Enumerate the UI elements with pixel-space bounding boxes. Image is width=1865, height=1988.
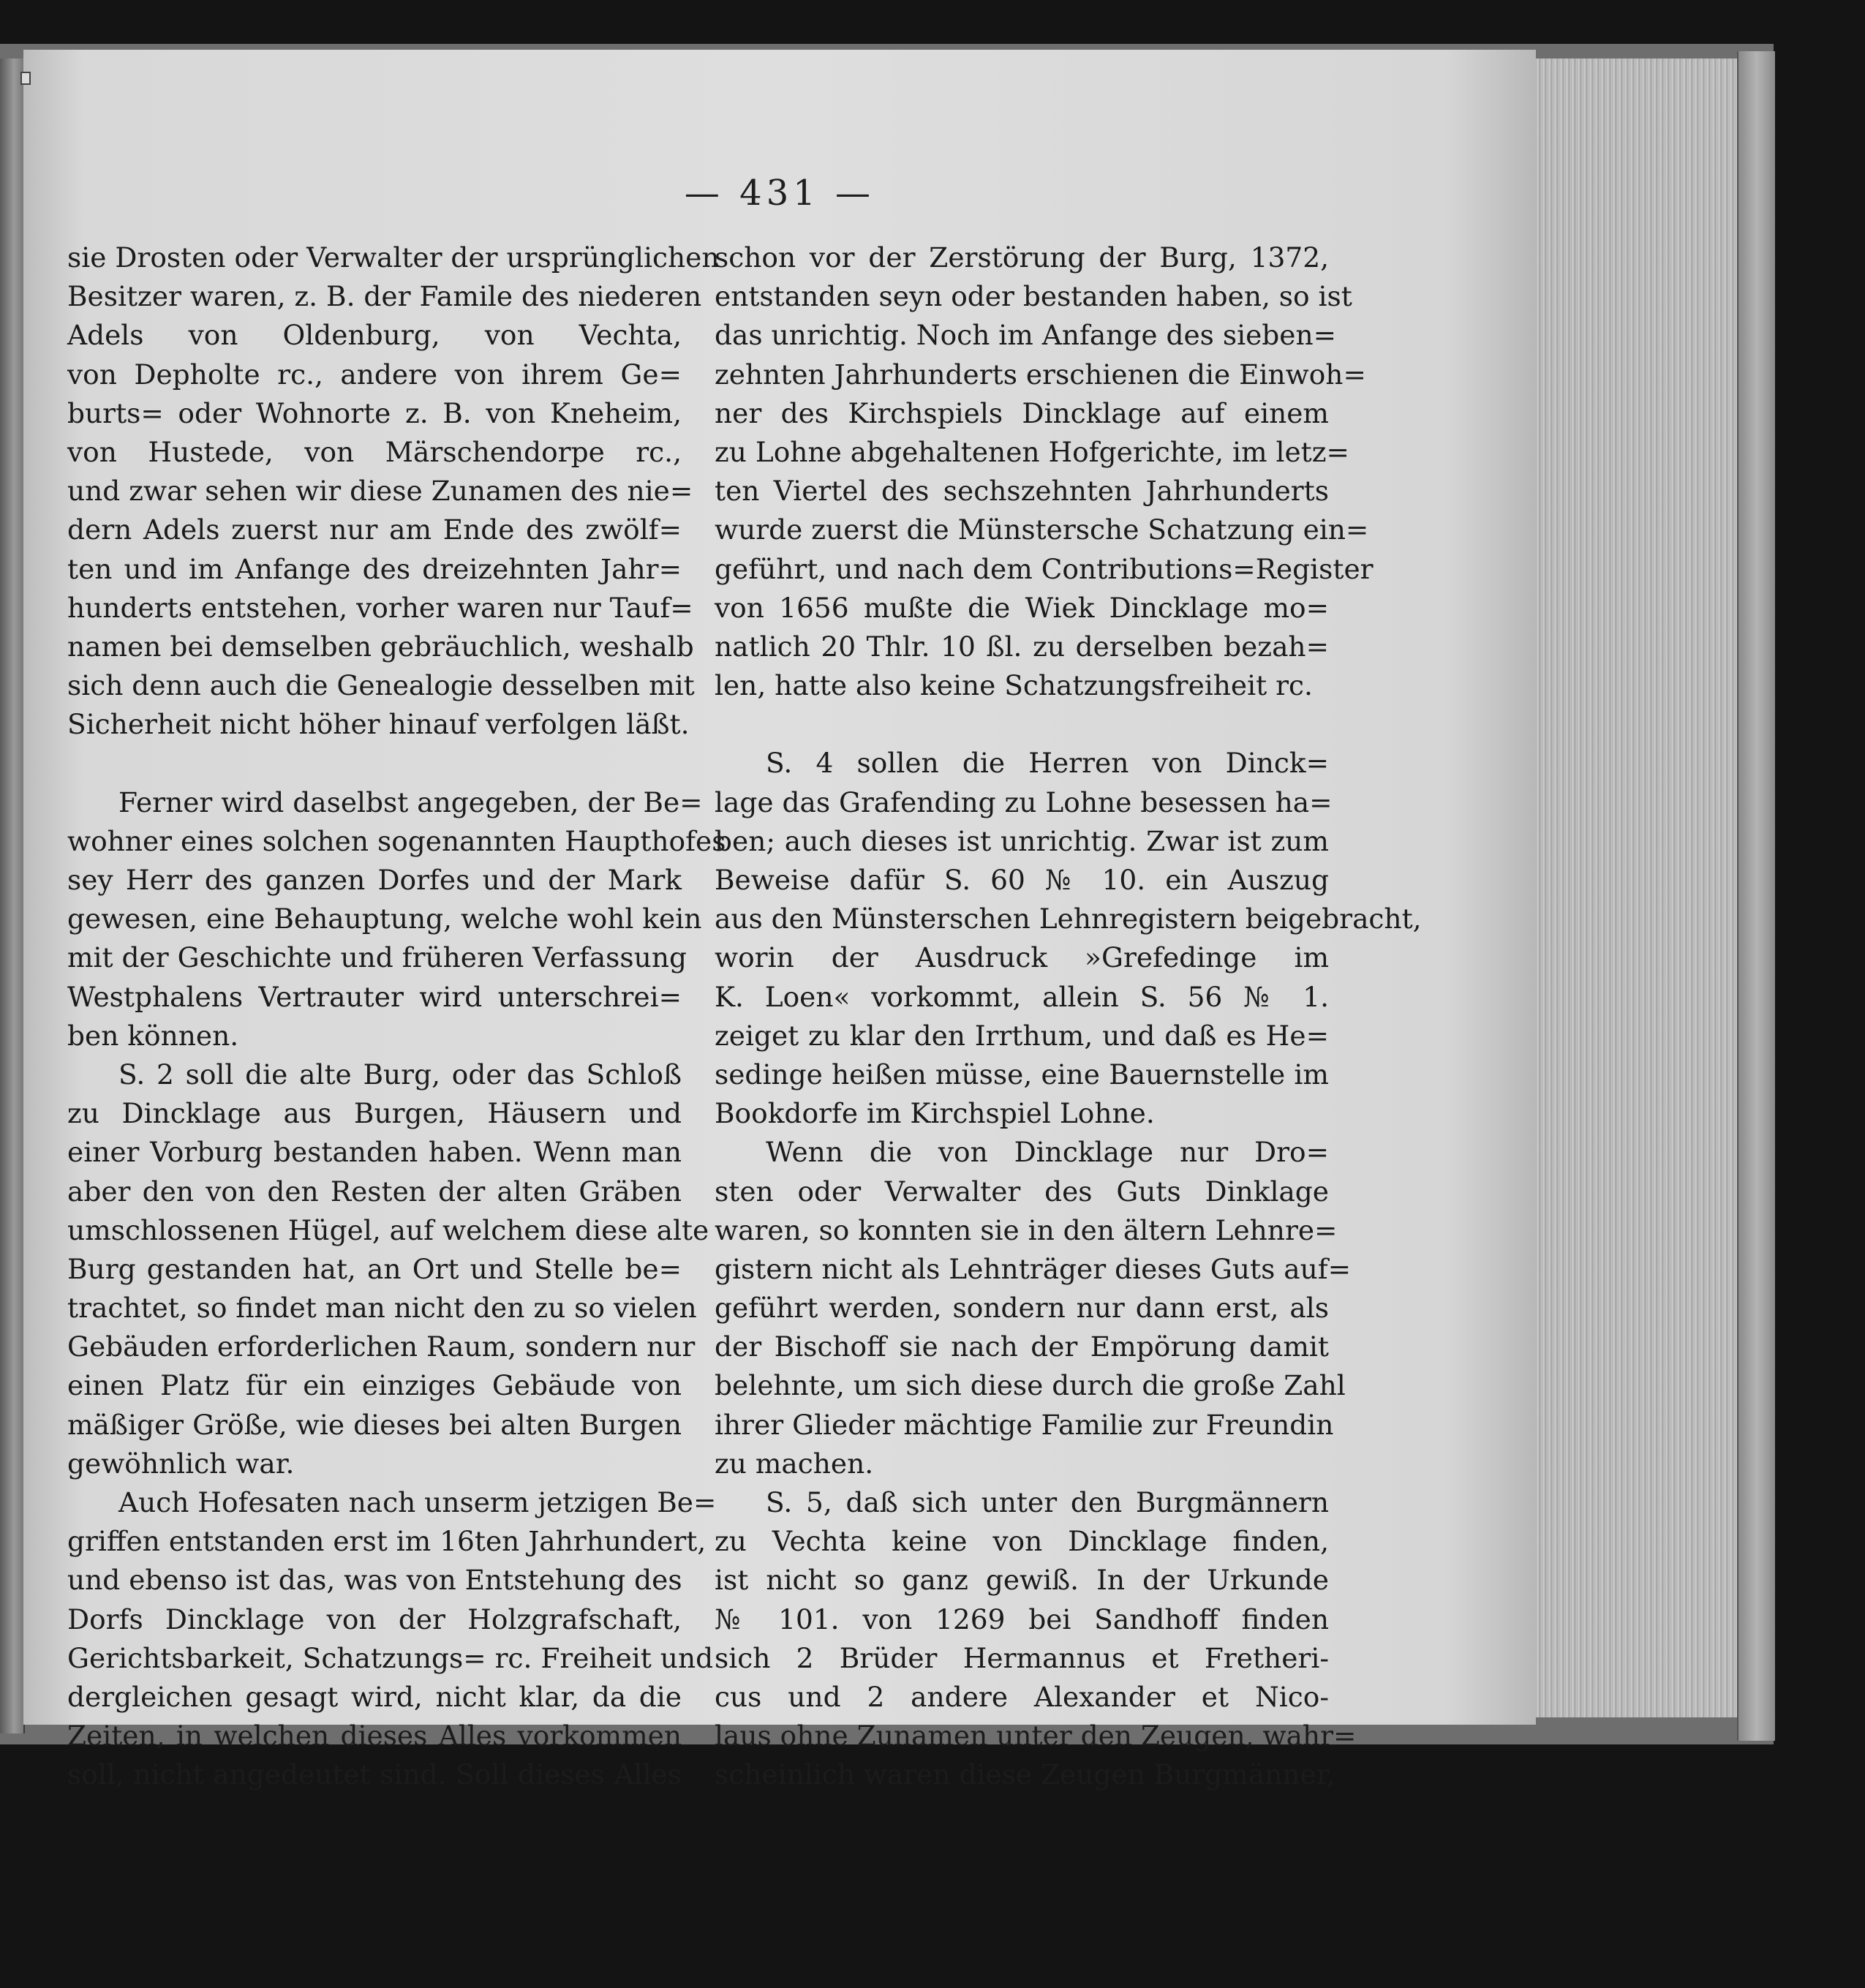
text-line: K. Loen« vorkommt, allein S. 56 № 1.: [715, 980, 1329, 1013]
text-line: und zwar sehen wir diese Zunamen des nie=: [67, 475, 693, 508]
text-line: belehnte, um sich diese durch die große Zahl: [715, 1369, 1346, 1402]
text-line: namen bei demselben gebräuchlich, weshalb: [67, 630, 694, 663]
text-line: Dorfs Dincklage von der Holzgrafschaft,: [67, 1603, 682, 1635]
text-line: ben; auch dieses ist unrichtig. Zwar ist zum: [715, 824, 1329, 857]
text-line: geführt werden, sondern nur dann erst, als: [715, 1292, 1329, 1325]
text-line: von 1656 mußte die Wiek Dincklage mo=: [715, 591, 1329, 624]
text-line: ist nicht so ganz gewiß. In der Urkunde: [715, 1564, 1329, 1597]
text-line: einer Vorburg bestanden haben. Wenn man: [67, 1136, 682, 1169]
text-line: Auch Hofesaten nach unserm jetzigen Be=: [118, 1486, 717, 1518]
text-line: von Hustede, von Märschendorpe rc.,: [67, 435, 682, 468]
page-number: — 431 —: [684, 173, 875, 214]
text-line: Beweise dafür S. 60 № 10. ein Auszug: [715, 864, 1329, 896]
text-line: S. 5, daß sich unter den Burgmännern: [766, 1486, 1329, 1518]
text-line: umschlossenen Hügel, auf welchem diese alte: [67, 1213, 709, 1246]
text-line: len, hatte also keine Schatzungsfreiheit rc.: [715, 669, 1313, 702]
text-line: Adels von Oldenburg, von Vechta,: [67, 319, 682, 352]
text-line: sten oder Verwalter des Guts Dinklage: [715, 1175, 1329, 1208]
text-line: S. 2 soll die alte Burg, oder das Schloß: [118, 1058, 682, 1091]
text-line: Ferner wird daselbst angegeben, der Be=: [118, 786, 703, 818]
text-line: wohner eines solchen sogenannten Haupthofes: [67, 824, 726, 857]
text-line: gewesen, eine Behauptung, welche wohl kein: [67, 903, 702, 935]
text-line: einen Platz für ein einziges Gebäude von: [67, 1369, 682, 1402]
text-line: aber den von den Resten der alten Gräben: [67, 1175, 682, 1208]
text-line: das unrichtig. Noch im Anfange des sieben=: [715, 319, 1337, 352]
text-line: ihrer Glieder mächtige Familie zur Freundin: [715, 1408, 1334, 1441]
text-line: scheinlich waren diese Zeugen Burgmänner,: [715, 1758, 1335, 1791]
text-line: dergleichen gesagt wird, nicht klar, da die: [67, 1680, 682, 1713]
text-line: zu Dincklage aus Burgen, Häusern und: [67, 1097, 682, 1130]
text-line: Wenn die von Dincklage nur Dro=: [766, 1136, 1329, 1169]
text-line: ner des Kirchspiels Dincklage auf einem: [715, 396, 1329, 429]
left-text-column: [67, 238, 726, 1795]
text-line: hunderts entstehen, vorher waren nur Tauf=: [67, 591, 693, 624]
text-line: Besitzer waren, z. B. der Famile des niederen: [67, 280, 702, 313]
book-page: [23, 50, 1536, 1791]
text-line: Gebäuden erforderlichen Raum, sondern nur: [67, 1330, 696, 1363]
text-line: schon vor der Zerstörung der Burg, 1372,: [715, 241, 1329, 274]
text-line: und ebenso ist das, was von Entstehung des: [67, 1564, 682, 1597]
text-line: sey Herr des ganzen Dorfes und der Mark: [67, 864, 682, 896]
text-line: zu Vechta keine von Dincklage finden,: [715, 1525, 1329, 1558]
text-line: Westphalens Vertrauter wird unterschrei=: [67, 980, 682, 1013]
left-page-edge: [0, 59, 25, 1733]
text-line: aus den Münsterschen Lehnregistern beigebracht,: [715, 903, 1422, 935]
text-line: ten Viertel des sechszehnten Jahrhunderts: [715, 475, 1329, 508]
text-line: zu Lohne abgehaltenen Hofgerichte, im letz=: [715, 435, 1349, 468]
text-line: waren, so konnten sie in den ältern Lehnre=: [715, 1213, 1338, 1246]
text-line: sedinge heißen müsse, eine Bauernstelle im: [715, 1058, 1329, 1091]
text-line: Burg gestanden hat, an Ort und Stelle be=: [67, 1252, 682, 1285]
page-fore-edge: [1536, 59, 1737, 1717]
text-line: S. 4 sollen die Herren von Dinck=: [766, 747, 1329, 780]
paragraph-gap: [67, 744, 682, 783]
text-line: cus und 2 andere Alexander et Nico-: [715, 1680, 1329, 1713]
text-line: entstanden seyn oder bestanden haben, so ist: [715, 280, 1352, 313]
text-line: worin der Ausdruck »Grefedinge im: [715, 941, 1329, 974]
text-line: wurde zuerst die Münstersche Schatzung ein=: [715, 513, 1369, 546]
text-line: sie Drosten oder Verwalter der ursprünglichen: [67, 241, 720, 274]
book-cover-edge: [1737, 51, 1775, 1741]
text-line: zu machen.: [715, 1447, 874, 1480]
text-line: dern Adels zuerst nur am Ende des zwölf=: [67, 513, 682, 546]
text-line: geführt, und nach dem Contributions=Register: [715, 552, 1374, 585]
text-line: ten und im Anfange des dreizehnten Jahr=: [67, 552, 682, 585]
text-line: laus ohne Zunamen unter den Zeugen, wahr=: [715, 1720, 1357, 1752]
text-line: natlich 20 Thlr. 10 ßl. zu derselben bezah=: [715, 630, 1329, 663]
text-line: ben können.: [67, 1019, 239, 1052]
text-line: von Depholte rc., andere von ihrem Ge=: [67, 358, 682, 391]
text-line: Bookdorfe im Kirchspiel Lohne.: [715, 1097, 1155, 1130]
text-line: mäßiger Größe, wie dieses bei alten Burgen: [67, 1408, 682, 1441]
text-line: gistern nicht als Lehnträger dieses Guts auf=: [715, 1252, 1352, 1285]
text-line: soll, nicht angedeutet sind. Soll dieses Alles: [67, 1758, 682, 1791]
text-line: Sicherheit nicht höher hinauf verfolgen läßt.: [67, 708, 690, 741]
text-line: zeiget zu klar den Irrthum, und daß es He=: [715, 1019, 1329, 1052]
text-line: № 101. von 1269 bei Sandhoff finden: [715, 1603, 1329, 1635]
text-line: Zeiten, in welchen dieses Alles vorkommen: [67, 1720, 682, 1752]
text-line: mit der Geschichte und früheren Verfassung: [67, 941, 687, 974]
text-line: lage das Grafending zu Lohne besessen ha=: [715, 786, 1333, 818]
text-line: zehnten Jahrhunderts erschienen die Einwoh=: [715, 358, 1366, 391]
text-line: gewöhnlich war.: [67, 1447, 295, 1480]
page-clip: [20, 72, 31, 85]
text-line: burts= oder Wohnorte z. B. von Kneheim,: [67, 396, 682, 429]
text-line: trachtet, so findet man nicht den zu so vielen: [67, 1292, 697, 1325]
text-line: Gerichtsbarkeit, Schatzungs= rc. Freiheit und: [67, 1641, 714, 1674]
text-line: sich 2 Brüder Hermannus et Fretheri-: [715, 1641, 1329, 1674]
text-line: sich denn auch die Genealogie desselben mit: [67, 669, 695, 702]
text-line: griffen entstanden erst im 16ten Jahrhundert,: [67, 1525, 707, 1558]
right-text-column: [715, 238, 1422, 1795]
paragraph-gap: [715, 705, 1329, 744]
text-line: der Bischoff sie nach der Empörung damit: [715, 1330, 1329, 1363]
